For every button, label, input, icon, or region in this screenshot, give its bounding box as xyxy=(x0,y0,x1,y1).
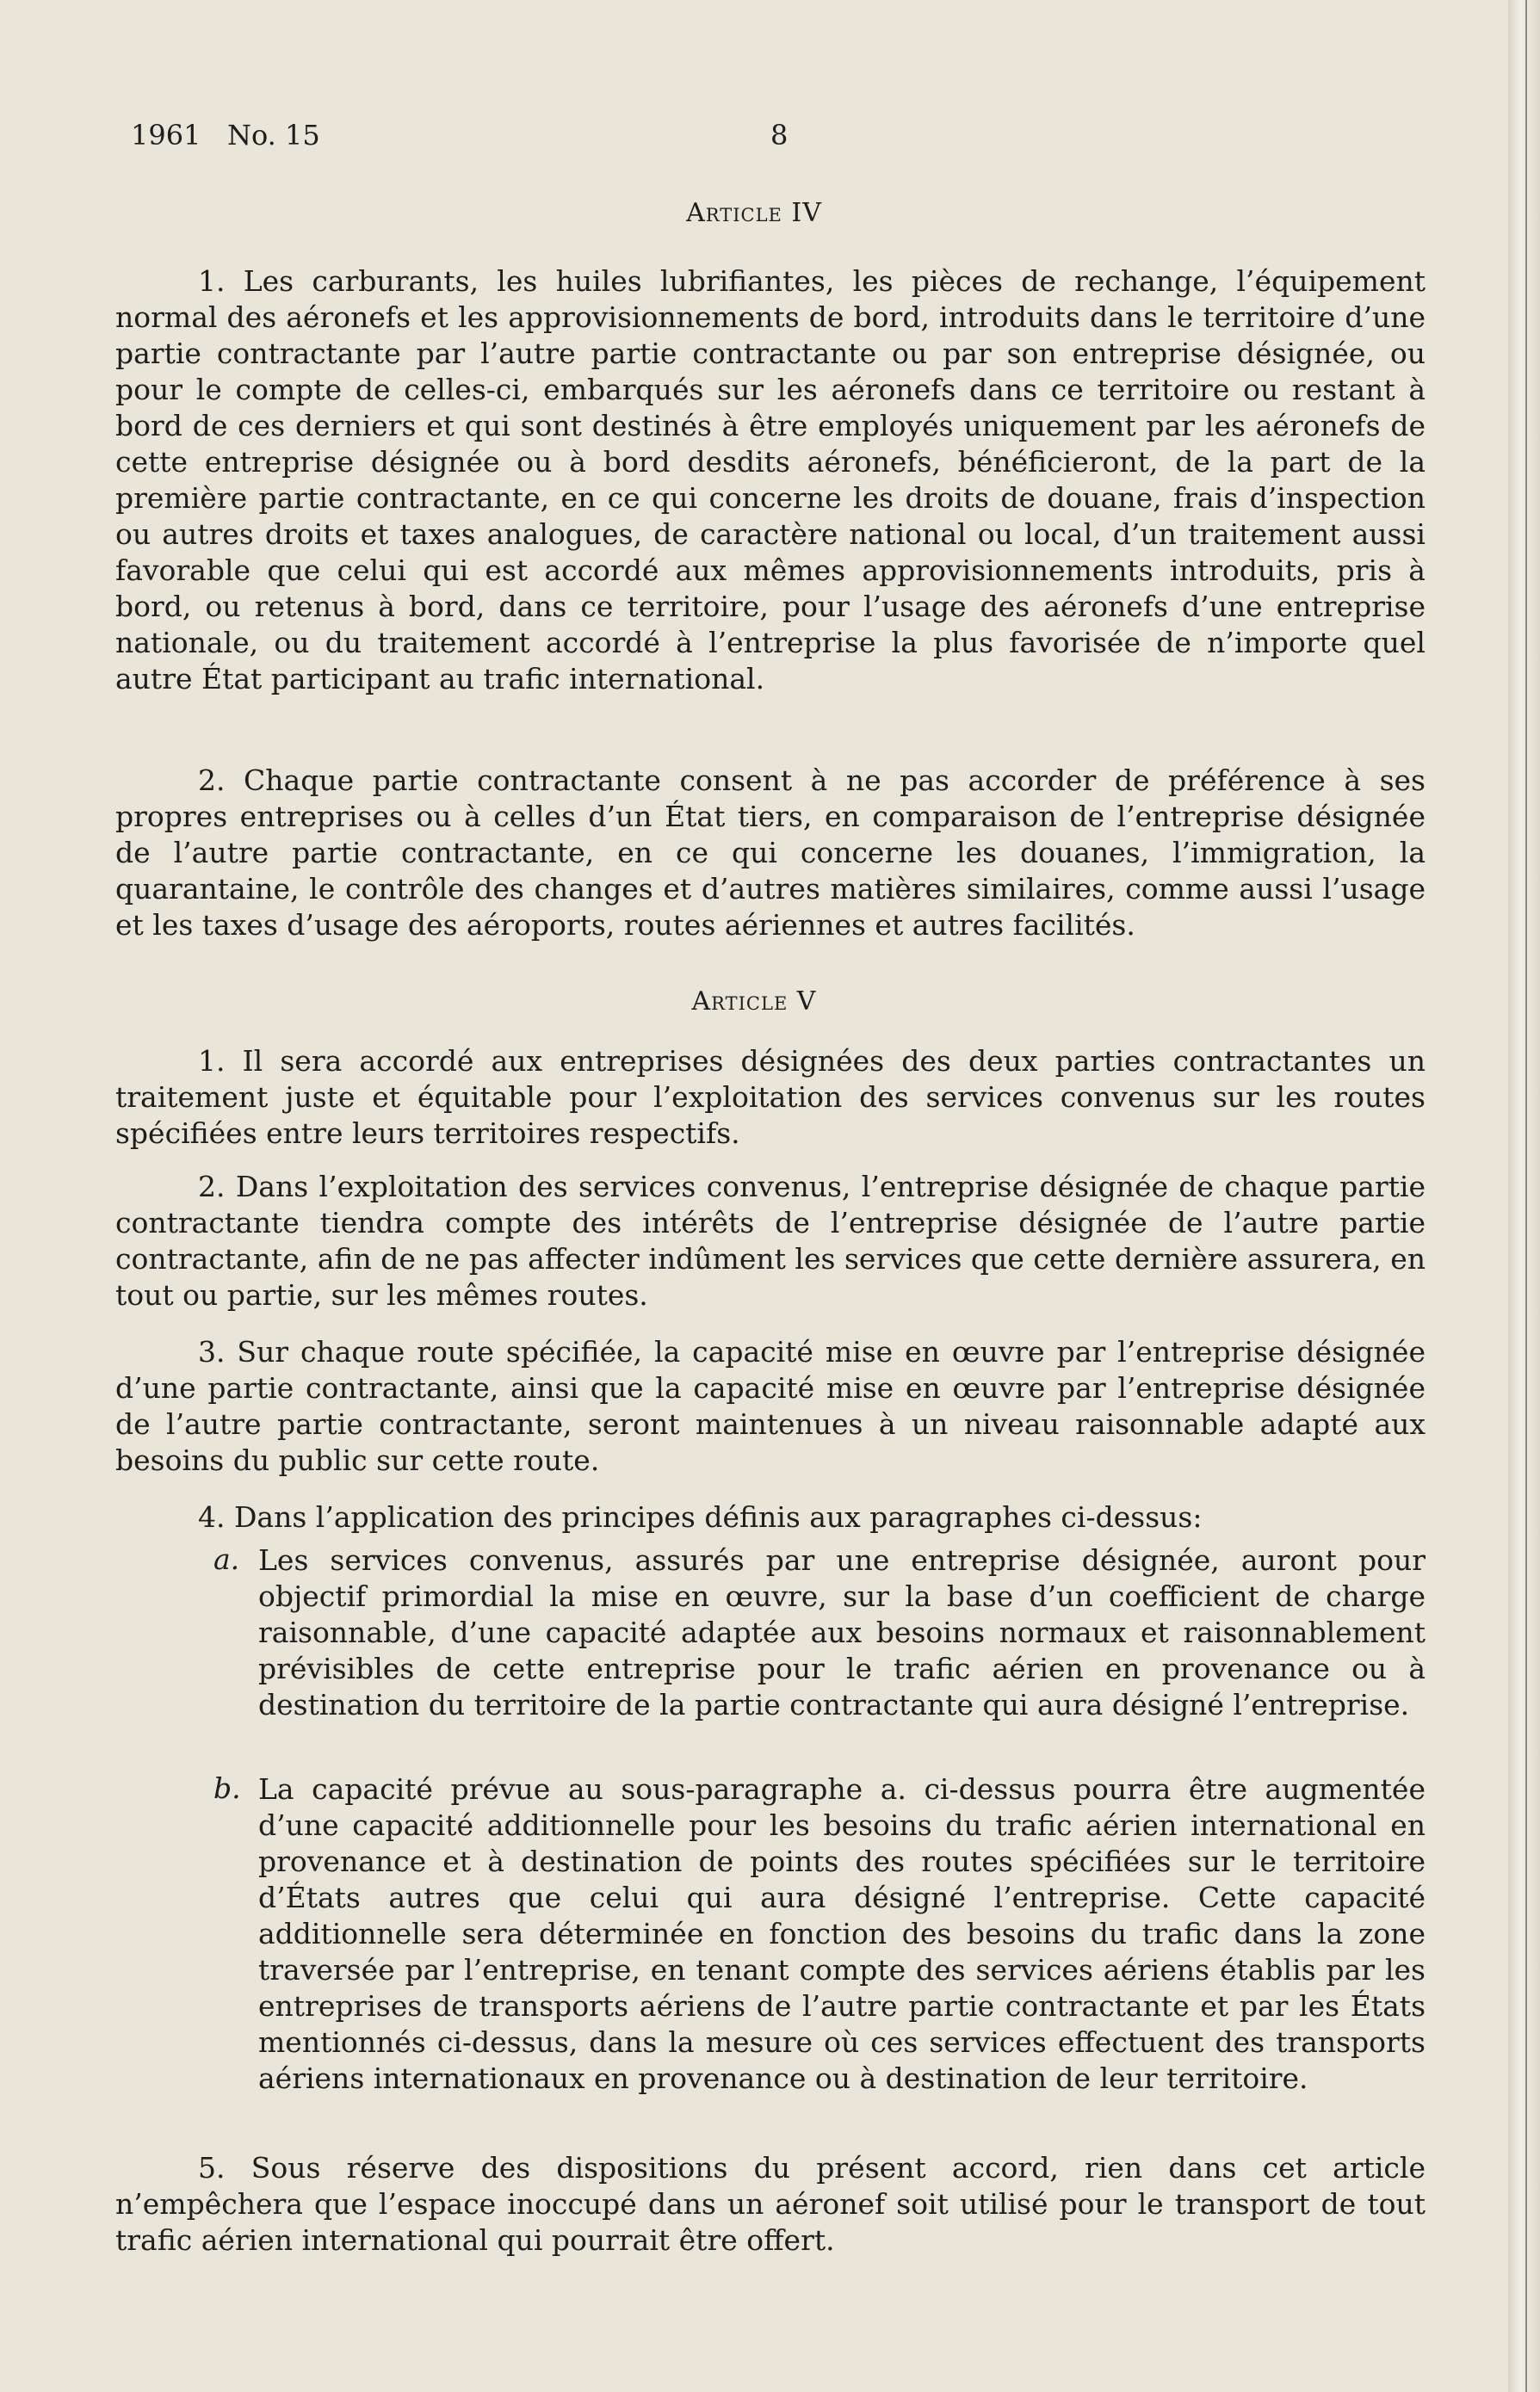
article-iv-paragraph-1: 1. Les carburants, les huiles lubrifiantes, les pièces de rechange, l’équipement normal des aéronefs et les approvisionnements de bord, introduits dans le territoire d’une partie contractante par l’autre partie contractante ou par son entreprise désignée, ou pour le compte de celles-ci, embarqués sur les aéronefs dans ce territoire ou restant à bord de ces derniers et qui sont destinés à être employés uniquement par les aéronefs de cette entreprise désignée ou à bord desdits aéronefs, bénéficieront, de la part de la première partie contractante, en ce qui concerne les droits de douane, frais d’inspection ou autres droits et taxes analogues, de caractère national ou local, d’un traitement aussi favorable que celui qui est accordé aux mêmes approvisionnements introduits, pris à bord, ou retenus à bord, dans ce territoire, pour l’usage des aéronefs d’une entreprise nationale, ou du traitement accordé à l’entreprise la plus favorisée de n’importe quel autre État participant au trafic international. xyxy=(115,264,1426,695)
article-iv-paragraph-2: 2. Chaque partie contractante consent à ne pas accorder de préférence à ses propres entreprises ou à celles d’un État tiers, en comparaison de l’entreprise désignée de l’autre partie contractante, en ce qui concerne les douanes, l’immigration, la quarantaine, le contrôle des changes et d’autres matières similaires, comme aussi l’usage et les taxes d’usage des aéroports, routes aériennes et autres facilités. xyxy=(115,763,1426,942)
article-v-paragraph-3: 3. Sur chaque route spécifiée, la capacité mise en œuvre par l’entreprise désignée d’une partie contractante, ainsi que la capacité mise en œuvre par l’entreprise désignée de l’autre partie contractante, seront maintenues à un niveau raisonnable adapté aux besoins du public sur cette route. xyxy=(115,1335,1426,1477)
subparagraph-a-label: a. xyxy=(213,1542,240,1576)
article-iv-title: Article IV xyxy=(686,198,822,228)
year-and-number: 1961 No. 15 xyxy=(131,119,320,151)
article-v-title: Article V xyxy=(691,986,817,1017)
article-v-subparagraph-a: Les services convenus, assurés par une entreprise désignée, auront pour objectif primordial la mise en œuvre, sur la base d’un coefficient de charge raisonnable, d’une capacité adaptée aux besoins normaux et raisonnablement prévisibles de cette entreprise pour le trafic aérien en provenance ou à destination du territoire de la partie contractante qui aura désigné l’entreprise. xyxy=(258,1543,1426,1721)
article-v-subparagraph-b: La capacité prévue au sous-paragraphe a. ci-dessus pourra être augmentée d’une capacité additionnelle pour les besoins du trafic aérien international en provenance et à destination de points des routes spécifiées sur le territoire d’États autres que celui qui aura désigné l’entreprise. Cette capacité additionnelle sera déterminée en fonction des besoins du trafic dans la zone traversée par l’entreprise, en tenant compte des services aériens établis par les entreprises de transports aériens de l’autre partie contractante et par les États mentionnés ci-dessus, dans la mesure où ces services effectuent des transports aériens internationaux en provenance ou à destination de leur territoire. xyxy=(258,1772,1426,2095)
page-fold-edge xyxy=(1508,0,1540,2392)
page-header xyxy=(131,119,1422,153)
article-v-paragraph-1: 1. Il sera accordé aux entreprises désignées des deux parties contractantes un traitement juste et équitable pour l’exploitation des services convenus sur les routes spécifiées entre leurs territoires respectifs. xyxy=(115,1044,1426,1150)
subparagraph-b-label: b. xyxy=(213,1771,241,1805)
binding-line xyxy=(1525,0,1527,2392)
article-v-paragraph-4-intro: 4. Dans l’application des principes définis aux paragraphes ci-dessus: xyxy=(198,1500,1203,1534)
page-number: 8 xyxy=(770,119,789,151)
article-v-paragraph-2: 2. Dans l’exploitation des services convenus, l’entreprise désignée de chaque partie contractante tiendra compte des intérêts de l’entreprise désignée de l’autre partie contractante, afin de ne pas affecter indûment les services que cette dernière assurera, en tout ou partie, sur les mêmes routes. xyxy=(115,1170,1426,1312)
article-v-paragraph-5: 5. Sous réserve des dispositions du présent accord, rien dans cet article n’empêchera que l’espace inoccupé dans un aéronef soit utilisé pour le transport de tout trafic aérien international qui pourrait être offert. xyxy=(115,2151,1426,2257)
